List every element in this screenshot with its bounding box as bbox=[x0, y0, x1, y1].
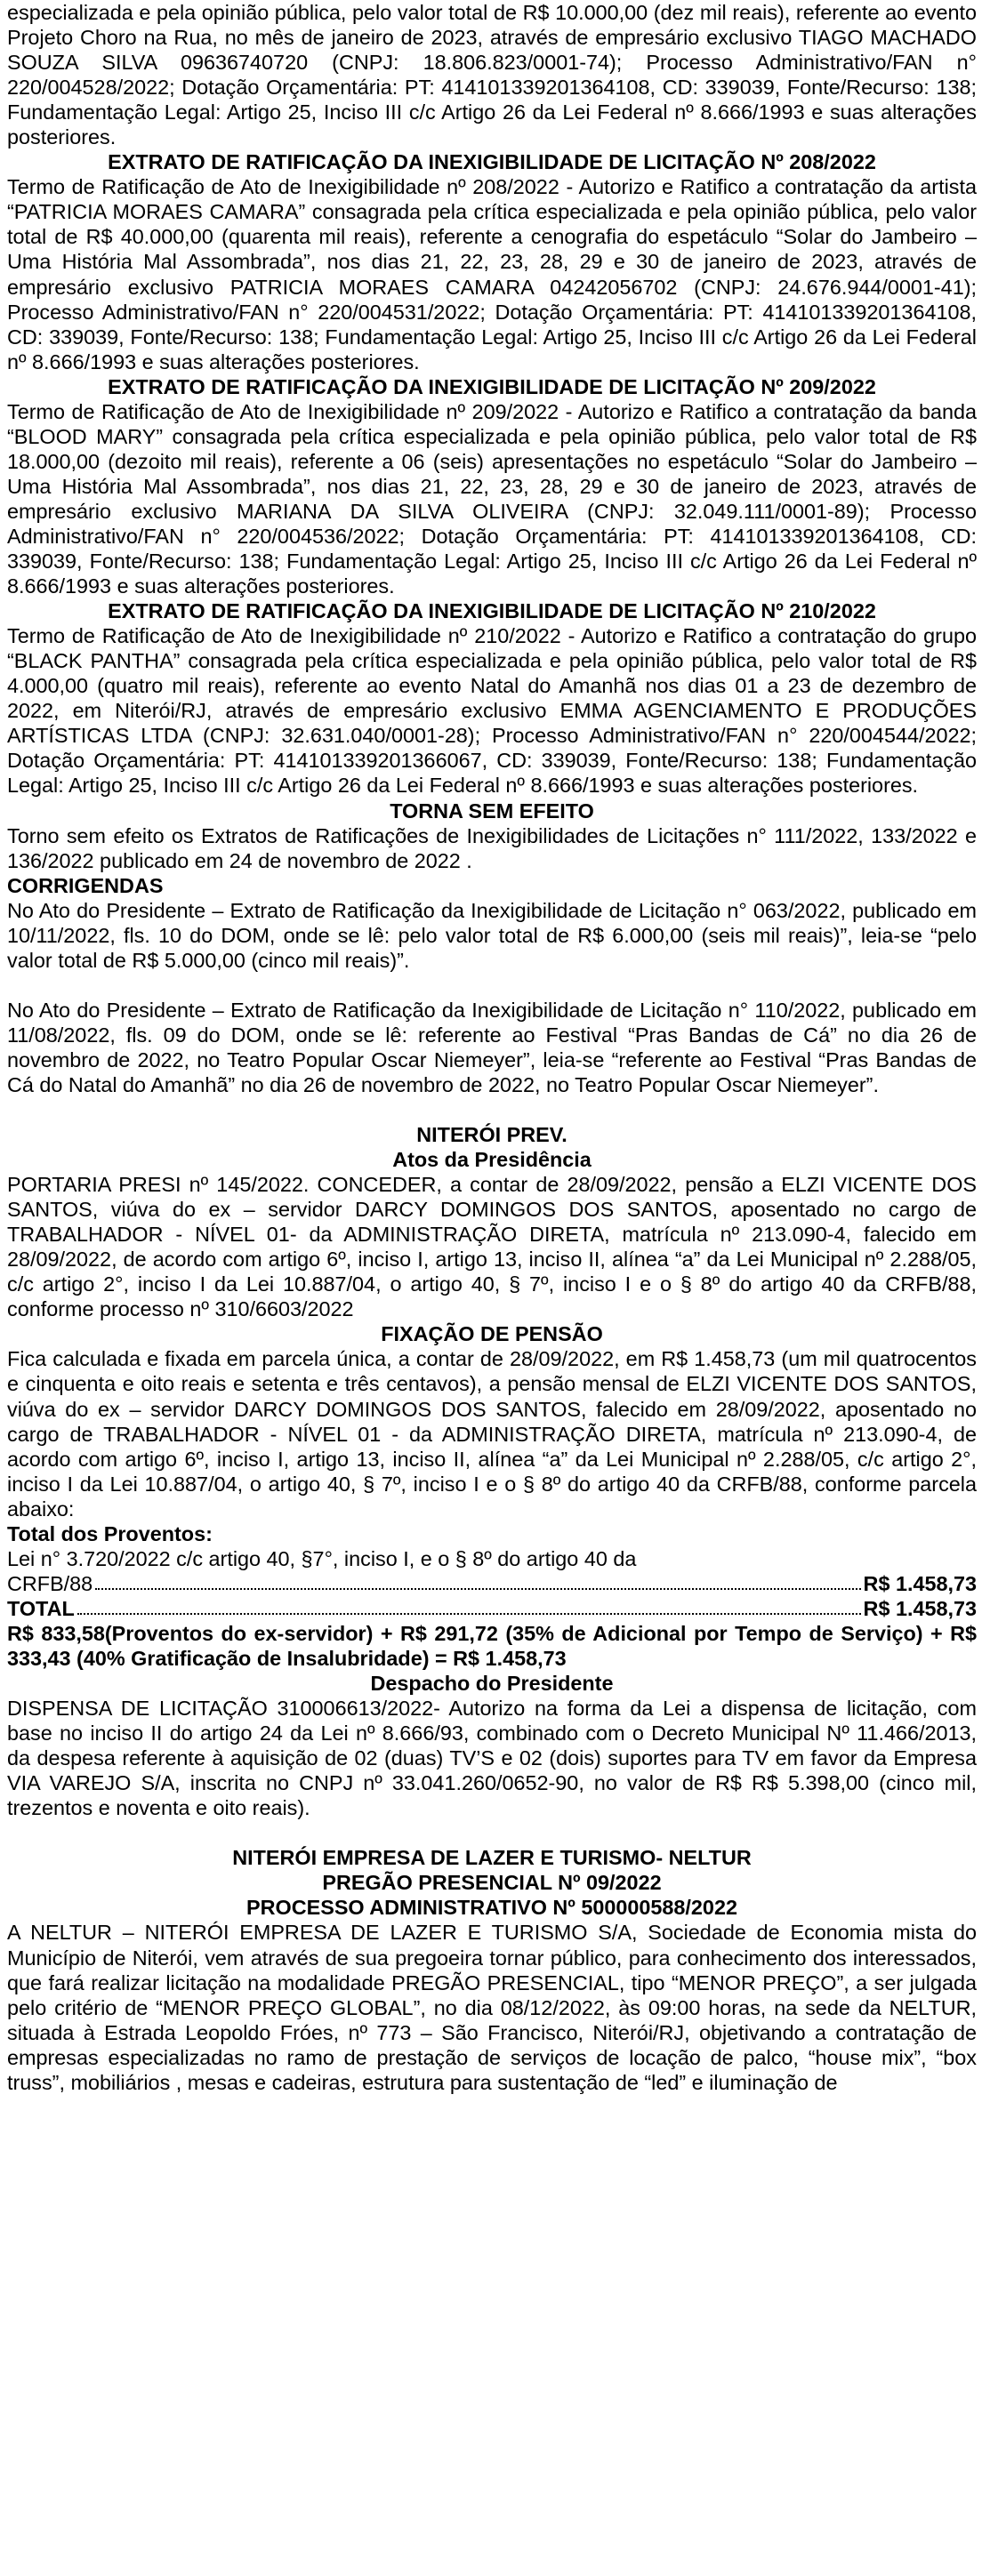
heading-fixacao-pensao: FIXAÇÃO DE PENSÃO bbox=[381, 1322, 603, 1346]
heading-atos-presidencia: Atos da Presidência bbox=[392, 1148, 592, 1172]
heading-ratificacao-210: EXTRATO DE RATIFICAÇÃO DA INEXIGIBILIDADE DE LICITAÇÃO Nº 210/2022 bbox=[108, 599, 876, 623]
heading-ratificacao-209: EXTRATO DE RATIFICAÇÃO DA INEXIGIBILIDADE DE LICITAÇÃO Nº 209/2022 bbox=[108, 374, 876, 398]
heading-niteroi-prev: NITERÓI PREV. bbox=[416, 1123, 567, 1147]
dot-leader bbox=[77, 1613, 861, 1615]
spacer bbox=[7, 1097, 977, 1122]
line-label: TOTAL bbox=[7, 1596, 75, 1620]
paragraph-portaria-145: PORTARIA PRESI nº 145/2022. CONCEDER, a contar de 28/09/2022, pensão a ELZI VICENTE DOS SANTOS, viúva do ex – servidor DARCY DOMINGOS DOS SANTOS, aposentado no cargo de TRABALHADOR - NÍVEL 01- da ADMINISTRAÇÃO DIRETA, matrícula nº 213.090-4, falecido em 28/09/2022, de acordo com artigo 6º, inciso I, artigo 13, inciso II, alínea “a” da Lei Municipal nº 2.288/05, c/c artigo 2°, inciso I da Lei 10.887/04, o artigo 40, § 7º, inciso I e o § 8º do artigo 40 da CRFB/88, conforme processo nº 310/6603/2022 bbox=[7, 1173, 977, 1321]
spacer bbox=[7, 1820, 977, 1845]
paragraph-corrigenda-110: No Ato do Presidente – Extrato de Ratificação da Inexigibilidade de Licitação n° 110/2022, publicado em 11/08/2022, fls. 09 do DOM, onde se lê: referente ao Festival “Pras Bandas de Cá” no dia 26 de novembro de 2022, no Teatro Popular Oscar Niemeyer”, leia-se “referente ao Festival “Pras Bandas de Cá do Natal do Amanhã” no dia 26 de novembro de 2022, no Teatro Popular Oscar Niemeyer”. bbox=[7, 998, 977, 1096]
spacer bbox=[7, 973, 977, 998]
line-label: CRFB/88 bbox=[7, 1571, 93, 1595]
paragraph-ratificacao-208: Termo de Ratificação de Ato de Inexigibilidade nº 208/2022 - Autorizo e Ratifico a contratação da artista “PATRICIA MORAES CAMARA” consagrada pela crítica especializada e pela opinião pública, pelo valor total de R$ 40.000,00 (quarenta mil reais), referente a cenografia do espetáculo “Solar do Jambeiro – Uma História Mal Assombrada”, nos dias 21, 22, 23, 28, 29 e 30 de janeiro de 2023, através de empresário exclusivo PATRICIA MORAES CAMARA 04242056702 (CNPJ: 24.676.944/0001-41); Processo Administrativo/FAN n° 220/004531/2022; Dotação Orçamentária: PT: 414101339201364108, CD: 339039, Fonte/Recurso: 138; Fundamentação Legal: Artigo 25, Inciso III c/c Artigo 26 da Lei Federal nº 8.666/1993 e suas alterações posteriores. bbox=[7, 175, 977, 373]
heading-total-proventos: Total dos Proventos: bbox=[7, 1521, 213, 1545]
heading-pregao-presencial: PREGÃO PRESENCIAL Nº 09/2022 bbox=[322, 1871, 662, 1895]
line-value: R$ 1.458,73 bbox=[863, 1571, 977, 1595]
paragraph-choro-na-rua: especializada e pela opinião pública, pelo valor total de R$ 10.000,00 (dez mil reais), referente ao evento Projeto Choro na Rua, no mês de janeiro de 2023, através de empresário exclusivo TIAGO MACHADO SOUZA SILVA 09636740720 (CNPJ: 18.806.823/0001-74); Processo Administrativo/FAN n° 220/004528/2022; Dotação Orçamentária: PT: 414101339201364108, CD: 339039, Fonte/Recurso: 138; Fundamentação Legal: Artigo 25, Inciso III c/c Artigo 26 da Lei Federal nº 8.666/1993 e suas alterações posteriores. bbox=[7, 1, 977, 149]
paragraph-ratificacao-209: Termo de Ratificação de Ato de Inexigibilidade nº 209/2022 - Autorizo e Ratifico a contratação da banda “BLOOD MARY” consagrada pela crítica especializada e pela opinião pública, pelo valor total de R$ 18.000,00 (dezoito mil reais), referente a 06 (seis) apresentações no espetáculo “Solar do Jambeiro – Uma História Mal Assombrada”, nos dias 21, 22, 23, 28, 29 e 30 de janeiro de 2023, através de empresário exclusivo MARIANA DA SILVA OLIVEIRA (CNPJ: 32.049.111/0001-89); Processo Administrativo/FAN n° 220/004536/2022; Dotação Orçamentária: PT: 414101339201364108, CD: 339039, Fonte/Recurso: 138; Fundamentação Legal: Artigo 25, Inciso III c/c Artigo 26 da Lei Federal nº 8.666/1993 e suas alterações posteriores. bbox=[7, 399, 977, 598]
paragraph-dispensa-licitacao: DISPENSA DE LICITAÇÃO 310006613/2022- Autorizo na forma da Lei a dispensa de licitação, com base no inciso II do artigo 24 da Lei nº 8.666/93, combinado com o Decreto Municipal Nº 11.466/2013, da despesa referente à aquisição de 02 (duas) TV’S e 02 (dois) suportes para TV em favor da Empresa VIA VAREJO S/A, inscrita no CNPJ nº 33.041.260/0652-90, no valor de R$ R$ 5.398,00 (cinco mil, trezentos e noventa e oito reais). bbox=[7, 1697, 977, 1820]
heading-neltur: NITERÓI EMPRESA DE LAZER E TURISMO- NELTUR bbox=[232, 1846, 752, 1870]
paragraph-neltur-pregao: A NELTUR – NITERÓI EMPRESA DE LAZER E TURISMO S/A, Sociedade de Economia mista do Município de Niterói, vem através de sua pregoeira tornar público, para conhecimento dos interessados, que fará realizar licitação na modalidade PREGÃO PRESENCIAL, tipo “MENOR PREÇO”, a ser julgada pelo critério de “MENOR PREÇO GLOBAL”, no dia 08/12/2022, às 09:00 horas, na sede da NELTUR, situada à Estrada Leopoldo Fróes, nº 773 – São Francisco, Niterói/RJ, objetivando a contratação de empresas especializadas no ramo de prestação de serviços de locação de palco, “house mix”, “box truss”, mobiliários , mesas e cadeiras, estrutura para sustentação de “led” e iluminação de bbox=[7, 1921, 977, 2094]
paragraph-composicao-proventos: R$ 833,58(Proventos do ex-servidor) + R$ 291,72 (35% de Adicional por Tempo de Serviço) + R$ 333,43 (40% Gratificação de Insalubridade) = R$ 1.458,73 bbox=[7, 1621, 977, 1670]
paragraph-fixacao-pensao: Fica calculada e fixada em parcela única, a contar de 28/09/2022, em R$ 1.458,73 (um mil quatrocentos e cinquenta e oito reais e setenta e três centavos), a pensão mensal de ELZI VICENTE DOS SANTOS, viúva do ex – servidor DARCY DOMINGOS DOS SANTOS, falecido em 28/09/2022, aposentado no cargo de TRABALHADOR - NÍVEL 01 - da ADMINISTRAÇÃO DIRETA, matrícula nº 213.090-4, de acordo com artigo 6º, inciso I, artigo 13, inciso II, alínea “a” da Lei Municipal nº 2.288/05, c/c artigo 2°, inciso I da Lei 10.887/04, o artigo 40, § 7º, inciso I e o § 8º do artigo 40 da CRFB/88, conforme parcela abaixo: bbox=[7, 1347, 977, 1521]
line-value: R$ 1.458,73 bbox=[863, 1596, 977, 1620]
heading-corrigendas: CORRIGENDAS bbox=[7, 873, 164, 897]
heading-processo-administrativo: PROCESSO ADMINISTRATIVO Nº 500000588/2022 bbox=[246, 1896, 737, 1920]
dot-leader bbox=[95, 1588, 860, 1590]
line-total bbox=[7, 1596, 977, 1621]
paragraph-ratificacao-210: Termo de Ratificação de Ato de Inexigibilidade nº 210/2022 - Autorizo e Ratifico a contratação do grupo “BLACK PANTHA” consagrada pela crítica especializada e pela opinião pública, pelo valor total de R$ 4.000,00 (quatro mil reais), referente ao evento Natal do Amanhã nos dias 01 a 23 de dezembro de 2022, em Niterói/RJ, através de empresário exclusivo EMMA AGENCIAMENTO E PRODUÇÕES ARTÍSTICAS LTDA (CNPJ: 32.631.040/0001-28); Processo Administrativo/FAN n° 220/004544/2022; Dotação Orçamentária: PT: 414101339201366067, CD: 339039, Fonte/Recurso: 138; Fundamentação Legal: Artigo 25, Inciso III c/c Artigo 26 da Lei Federal nº 8.666/1993 e suas alterações posteriores. bbox=[7, 624, 977, 798]
heading-despacho-presidente: Despacho do Presidente bbox=[370, 1672, 614, 1696]
paragraph-torna-sem-efeito: Torno sem efeito os Extratos de Ratificações de Inexigibilidades de Licitações n° 111/2022, 133/2022 e 136/2022 publicado em 24 de novembro de 2022 . bbox=[7, 823, 977, 872]
paragraph-corrigenda-063: No Ato do Presidente – Extrato de Ratificação da Inexigibilidade de Licitação n° 063/2022, publicado em 10/11/2022, fls. 10 do DOM, onde se lê: pelo valor total de R$ 6.000,00 (seis mil reais)”, leia-se “pelo valor total de R$ 5.000,00 (cinco mil reais)”. bbox=[7, 898, 977, 972]
heading-torna-sem-efeito: TORNA SEM EFEITO bbox=[390, 798, 594, 823]
paragraph-lei-3720: Lei n° 3.720/2022 c/c artigo 40, §7°, inciso I, e o § 8º do artigo 40 da bbox=[7, 1546, 637, 1570]
heading-ratificacao-208: EXTRATO DE RATIFICAÇÃO DA INEXIGIBILIDADE DE LICITAÇÃO Nº 208/2022 bbox=[108, 150, 876, 174]
line-crfb-88 bbox=[7, 1571, 977, 1596]
